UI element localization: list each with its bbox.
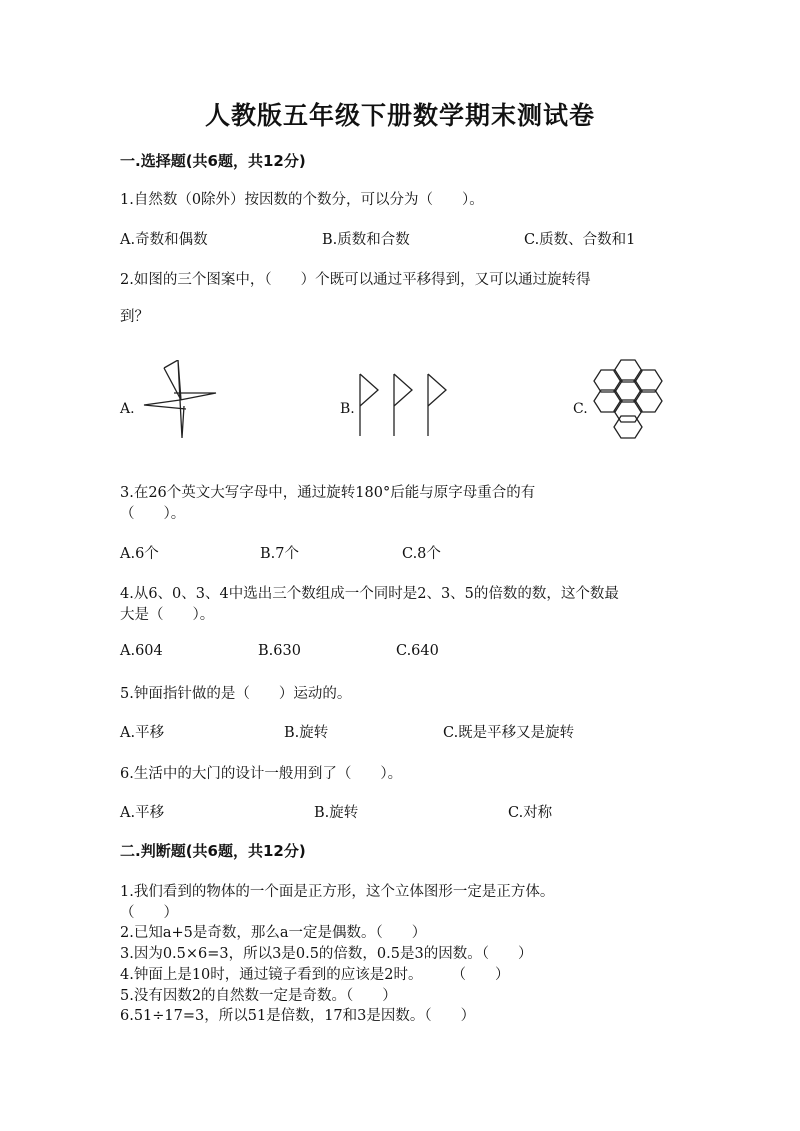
question-2-figure-b-label: B.: [340, 401, 355, 417]
question-6-option-b: B.旋转: [314, 805, 359, 821]
question-3-option-c: C.8个: [402, 546, 441, 562]
question-2-figure-a-label: A.: [120, 401, 135, 417]
question-6-text: 6.生活中的大门的设计一般用到了（ ）。: [120, 766, 403, 782]
question-4-option-a: A.604: [120, 643, 163, 659]
question-2-text-line1: 2.如图的三个图案中，（ ）个既可以通过平移得到，又可以通过旋转得: [120, 272, 591, 288]
hexagon-cluster-figure-icon: [588, 358, 668, 440]
question-6-option-c: C.对称: [508, 805, 553, 821]
judgement-item-1: 1.我们看到的物体的一个面是正方形，这个立体图形一定是正方体。: [120, 884, 555, 900]
question-5-option-c: C.既是平移又是旋转: [443, 725, 575, 741]
question-3-text-line1: 3.在26个英文大写字母中，通过旋转180°后能与原字母重合的有: [120, 485, 536, 501]
question-3-text-line2: （ ）。: [120, 506, 186, 522]
question-2-figure-c-label: C.: [573, 401, 588, 417]
section-heading-choice: 一.选择题(共6题，共12分): [120, 152, 306, 170]
judgement-item-3: 3.因为0.5×6=3，所以3是0.5的倍数，0.5是3的因数。（ ）: [120, 946, 533, 962]
question-1-option-a: A.奇数和偶数: [120, 232, 208, 248]
judgement-item-4: 4.钟面上是10时，通过镜子看到的应该是2时。 （ ）: [120, 967, 510, 983]
question-2-text-line2: 到？: [120, 309, 149, 325]
question-3-option-a: A.6个: [120, 546, 159, 562]
judgement-item-1-blank: （ ）: [120, 905, 178, 921]
pinwheel-figure-icon: [140, 360, 220, 440]
three-flags-figure-icon: [352, 370, 457, 440]
question-4-option-b: B.630: [258, 643, 301, 659]
question-1-option-b: B.质数和合数: [322, 232, 410, 248]
question-5-option-b: B.旋转: [284, 725, 329, 741]
question-3-option-b: B.7个: [260, 546, 299, 562]
question-6-option-a: A.平移: [120, 805, 165, 821]
question-5-option-a: A.平移: [120, 725, 165, 741]
question-1-text: 1.自然数（0除外）按因数的个数分，可以分为（ ）。: [120, 192, 484, 208]
page-title: 人教版五年级下册数学期末测试卷: [204, 101, 595, 130]
question-5-text: 5.钟面指针做的是（ ）运动的。: [120, 686, 352, 702]
question-4-text-line1: 4.从6、0、3、4中选出三个数组成一个同时是2、3、5的倍数的数，这个数最: [120, 586, 619, 602]
question-1-option-c: C.质数、合数和1: [524, 232, 636, 248]
judgement-item-6: 6.51÷17=3，所以51是倍数，17和3是因数。（ ）: [120, 1008, 476, 1024]
question-4-option-c: C.640: [396, 643, 439, 659]
section-heading-judgement: 二.判断题(共6题，共12分): [120, 842, 306, 860]
question-4-text-line2: 大是（ ）。: [120, 607, 215, 623]
judgement-item-2: 2.已知a+5是奇数，那么a一定是偶数。（ ）: [120, 925, 427, 941]
judgement-item-5: 5.没有因数2的自然数一定是奇数。（ ）: [120, 988, 397, 1004]
